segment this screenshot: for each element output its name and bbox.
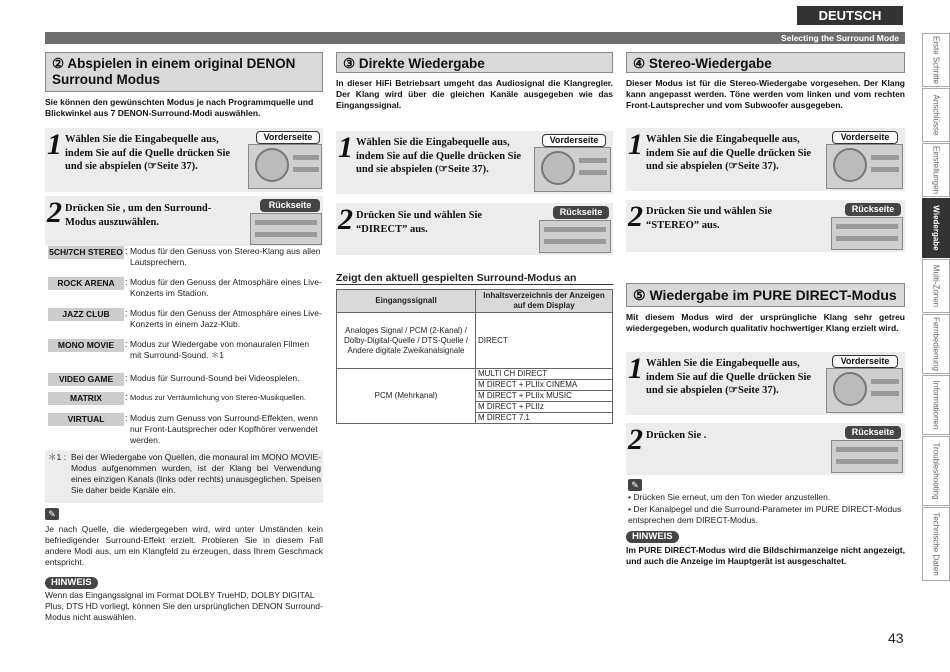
front-panel-tag: Vorderseite [832,131,898,144]
front-panel-tag: Vorderseite [542,134,606,147]
mode-desc: Modus zur Wiedergabe von monauralen Filmen mit Surround-Sound. ＊1 [130,339,310,360]
mode-desc: Modus zum Genuss von Surround-Effekten, wenn nur Front-Lautsprecher oder Kopfhörer verwendet werden. [130,413,318,445]
rear-panel-tag: Rückseite [845,426,901,439]
section-title-pure-direct: ⑤ Wiedergabe im PURE DIRECT-Modus [626,283,905,307]
mode-label: ROCK ARENA [48,277,124,290]
step-text: Drücken Sie , um den Surround-Modus auszuwählen. [65,203,212,228]
mode-row: VIDEO GAME : Modus für Surround-Sound bei Videospielen. [45,373,323,391]
mode-label: JAZZ CLUB [48,308,124,321]
section-intro: Mit diesem Modus wird der ursprüngliche Klang sehr getreu wiedergegeben, wodurch qualitativ hochwertiger Klang erzielt wird. [626,312,905,333]
step-2-box [336,203,613,255]
note-icon: ✎ [45,508,59,520]
note-text: Je nach Quelle, die wiedergegeben wird, wird unter Umständen kein befriedigender Surround-Effekt erzielt. Probieren Sie in diesem Fall andere Modi aus, um ein Klangfeld zu erzeugen, dass Ihrem Geschmack entspricht. [45,524,323,567]
step-1-box [626,128,905,191]
front-panel-tag: Vorderseite [256,131,320,144]
mode-desc: Modus für den Genuss der Atmosphäre eines Live-Konzerts im Stadion. [130,277,322,298]
table-cell: DIRECT [476,313,613,369]
step-1-box [45,128,323,192]
mode-row: JAZZ CLUB : Modus für den Genuss der Atmosphäre eines Live-Konzerts in einem Jazz-Klub. [45,308,323,338]
section-intro: In dieser HiFi Betriebsart umgeht das Audiosignal die Klangregler. Der Klang wird über die gleichen Kanäle ausgegeben wie das Eingangssignal. [336,78,613,110]
front-panel-image [248,144,322,189]
step-text: Wählen Sie die Eingabequelle aus, indem Sie auf die Quelle drücken Sie und sie abspielen (☞Seite 37). [646,134,812,172]
step-2-box [45,196,323,246]
table-cell: M DIRECT + PLIIz [476,402,613,413]
table-cell: MULTI CH DIRECT [476,369,613,380]
mode-desc: Modus für Surround-Sound bei Videospielen. [130,373,300,383]
mode-row: ROCK ARENA : Modus für den Genuss der Atmosphäre eines Live-Konzerts im Stadion. [45,277,323,307]
page-number: 43 [888,630,904,646]
language-label: DEUTSCH [797,6,903,25]
step-number: 1 [338,131,353,164]
hinweis-label: HINWEIS [45,577,98,589]
section-intro: Dieser Modus ist für die Stereo-Wiedergabe vorgesehen. Der Klang kann angepasst werden. Töne werden vom linken und vom rechten Front-Lautsprecher und vom Subwoofer ausgegeben. [626,78,905,110]
front-panel-image [534,147,611,192]
section-intro: Sie können den gewünschten Modus je nach Programmquelle und Blickwinkel aus 7 DENON-Surround-Modi auswählen. [45,97,314,118]
step-text: Drücken Sie und wählen Sie “DIRECT” aus. [356,210,483,235]
step-text: Wählen Sie die Eingabequelle aus, indem Sie auf die Quelle drücken Sie und sie abspielen (☞Seite 37). [356,137,522,175]
section-title-denon-surround: ② Abspielen in einem original DENON Surround Modus [45,52,323,92]
rear-panel-tag: Rückseite [553,206,609,219]
footnote-box [45,450,323,503]
mode-desc: Modus für den Genuss der Atmosphäre eines Live-Konzerts in einem Jazz-Klub. [130,308,322,329]
footnote-mark: ＊1 : [48,452,66,462]
step-text: Wählen Sie die Eingabequelle aus, indem Sie auf die Quelle drücken Sie und sie abspielen (☞Seite 37). [65,134,231,172]
step-text: Wählen Sie die Eingabequelle aus, indem Sie auf die Quelle drücken Sie und sie abspielen (☞Seite 37). [646,358,812,396]
sidebar-tab-anschluesse[interactable]: Anschlüsse [922,88,950,142]
mode-desc: Modus für den Genuss von Stereo-Klang aus allen Lautsprechern. [130,246,321,267]
mode-label: VIRTUAL [48,413,124,426]
front-panel-tag: Vorderseite [832,355,898,368]
step-number: 2 [338,203,353,236]
sidebar-tab-technische-daten[interactable]: Technische Daten [922,507,950,581]
remote-image [539,220,611,253]
step-number: 2 [47,196,62,229]
sidebar-tab-multi-zonen[interactable]: Multi-Zonen [922,259,950,313]
step-number: 2 [628,423,643,456]
front-panel-image [826,144,903,189]
mode-label: VIDEO GAME [48,373,124,386]
table-cell: Analoges Signal / PCM (2-Kanal) / Dolby-Digital-Quelle / DTS-Quelle / Andere digitale Zweikanalsignale [337,313,476,369]
hinweis-text: Im PURE DIRECT-Modus wird die Bildschirmanzeige nicht angezeigt, und auch die Anzeige im Hauptgerät ist ausgeschaltet. [626,545,905,566]
step-1-box [336,131,613,194]
step-text: Drücken Sie und wählen Sie “STEREO” aus. [646,206,773,231]
sidebar-tab-troubleshooting[interactable]: Troubleshooting [922,436,950,506]
step-1-box [626,352,905,415]
step-number: 1 [628,128,643,161]
step-number: 1 [47,128,62,161]
hinweis-text: Wenn das Eingangssignal im Format DOLBY TrueHD, DOLBY DIGITAL Plus, DTS HD vorliegt, können Sie den ursprünglichen DENON Surround-Modus nicht auswählen. [45,590,323,622]
table-cell: M DIRECT + PLIIx CINEMA [476,380,613,391]
mode-row: MATRIX : Modus zur Verräumlichung von Stereo-Musikquellen. [45,392,323,410]
hinweis-label: HINWEIS [626,531,679,543]
table-cell: M DIRECT + PLIIx MUSIC [476,391,613,402]
rear-panel-tag: Rückseite [845,203,901,216]
remote-image [831,440,903,473]
mode-desc: Modus zur Verräumlichung von Stereo-Musikquellen. [130,393,306,402]
section-title-direct: ③ Direkte Wiedergabe [336,52,613,73]
sidebar-tab-erste-schritte[interactable]: Erste Schritte [922,33,950,87]
mode-label: MONO MOVIE [48,339,124,352]
footnote-text: Bei der Wiedergabe von Quellen, die monaural im MONO MOVIE-Modus aufgenommen wurden, ist der Klang bei Verwendung eines einzigen Kanals (links oder rechts) unausgeglichen. Speisen Sie daher beide Kanäle ein. [71,452,321,495]
section-bar: Selecting the Surround Mode [45,32,905,44]
remote-image [250,213,322,245]
mode-label: 5CH/7CH STEREO [49,247,123,257]
mode-row: 5CH/7CH STEREO : Modus für den Genuss von Stereo-Klang aus allen Lautsprechern. [49,246,321,267]
table-header: Eingangssignall [337,290,476,313]
note-icon: ✎ [628,479,642,491]
step-2-box [626,423,905,475]
table-cell: PCM (Mehrkanal) [337,369,476,424]
section-title-stereo: ④ Stereo-Wiedergabe [626,52,905,73]
table-title: Zeigt den aktuell gespielten Surround-Modus an [336,272,613,285]
note-bullet: • Der Kanalpegel und die Surround-Parameter im PURE DIRECT-Modus entsprechen dem DIRECT-Modus. [628,504,902,525]
remote-image [831,217,903,250]
step-number: 2 [628,200,643,233]
step-number: 1 [628,352,643,385]
mode-row: MONO MOVIE : Modus zur Wiedergabe von monauralen Filmen mit Surround-Sound. ＊1 [45,339,323,369]
front-panel-image [826,368,903,413]
sidebar-tab-einstellungen[interactable]: Einstellungen [922,143,950,197]
mode-label: MATRIX [48,392,124,405]
surround-mode-table [336,289,613,424]
note-bullet: • Drücken Sie erneut, um den Ton wieder anzustellen. [628,492,831,502]
sidebar-tab-wiedergabe[interactable]: Wiedergabe [922,198,950,258]
sidebar-tab-informationen[interactable]: Informationen [922,375,950,435]
mode-row: VIRTUAL : Modus zum Genuss von Surround-Effekten, wenn nur Front-Lautsprecher oder Kopfhörer verwendet werden. [45,413,323,449]
rear-panel-tag: Rückseite [260,199,320,212]
step-text: Drücken Sie . [646,430,707,441]
step-2-box [626,200,905,252]
sidebar-tab-fernbedienung[interactable]: Fernbedienung [922,314,950,374]
table-cell: M DIRECT 7.1 [476,413,613,424]
table-header: Inhaltsverzeichnis der Anzeigen auf dem Display [476,290,613,313]
